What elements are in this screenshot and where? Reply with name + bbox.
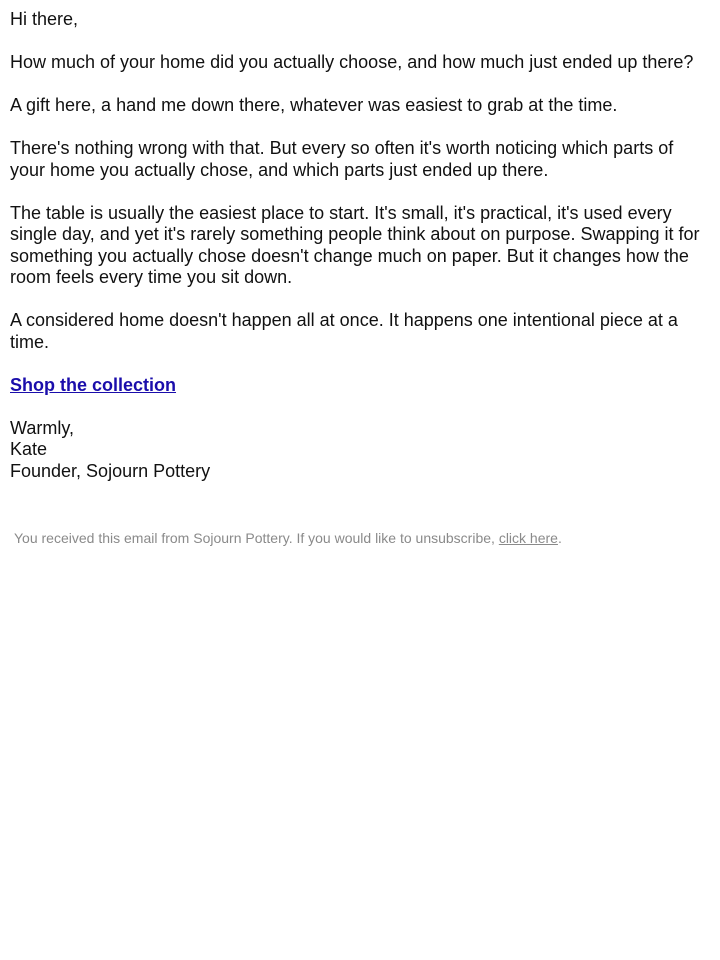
body-paragraph: A gift here, a hand me down there, whatever was easiest to grab at the time.: [10, 95, 618, 115]
greeting: Hi there,: [10, 9, 79, 29]
email-footer: [10, 529, 710, 547]
footer-text: You received this email from Sojourn Pottery. If you would like to unsubscribe,: [14, 530, 499, 546]
body-paragraph: There's nothing wrong with that. But every so often it's worth noticing which parts of your home you actually chose, and which parts just ended up there.: [10, 138, 674, 180]
signoff-name: Kate: [10, 439, 48, 459]
footer-text-end: .: [557, 530, 562, 546]
signoff-closing: Warmly,: [10, 417, 74, 438]
cta-paragraph: [10, 375, 710, 397]
signoff: [10, 418, 710, 483]
shop-collection-link[interactable]: Shop the collection: [10, 374, 177, 395]
body-paragraph: How much of your home did you actually choose, and how much just ended up there?: [10, 52, 694, 72]
body-paragraph: A considered home doesn't happen all at once. It happens one intentional piece at a time.: [10, 310, 678, 352]
body-paragraph: The table is usually the easiest place to start. It's small, it's practical, it's used every single day, and yet it's rarely something people think about on purpose. Swapping it for something you actually chose doesn't change much on paper. But it changes how the room feels every time you sit down.: [10, 202, 700, 287]
signoff-title: Founder, Sojourn Pottery: [10, 460, 211, 481]
unsubscribe-link[interactable]: click here: [498, 530, 558, 546]
